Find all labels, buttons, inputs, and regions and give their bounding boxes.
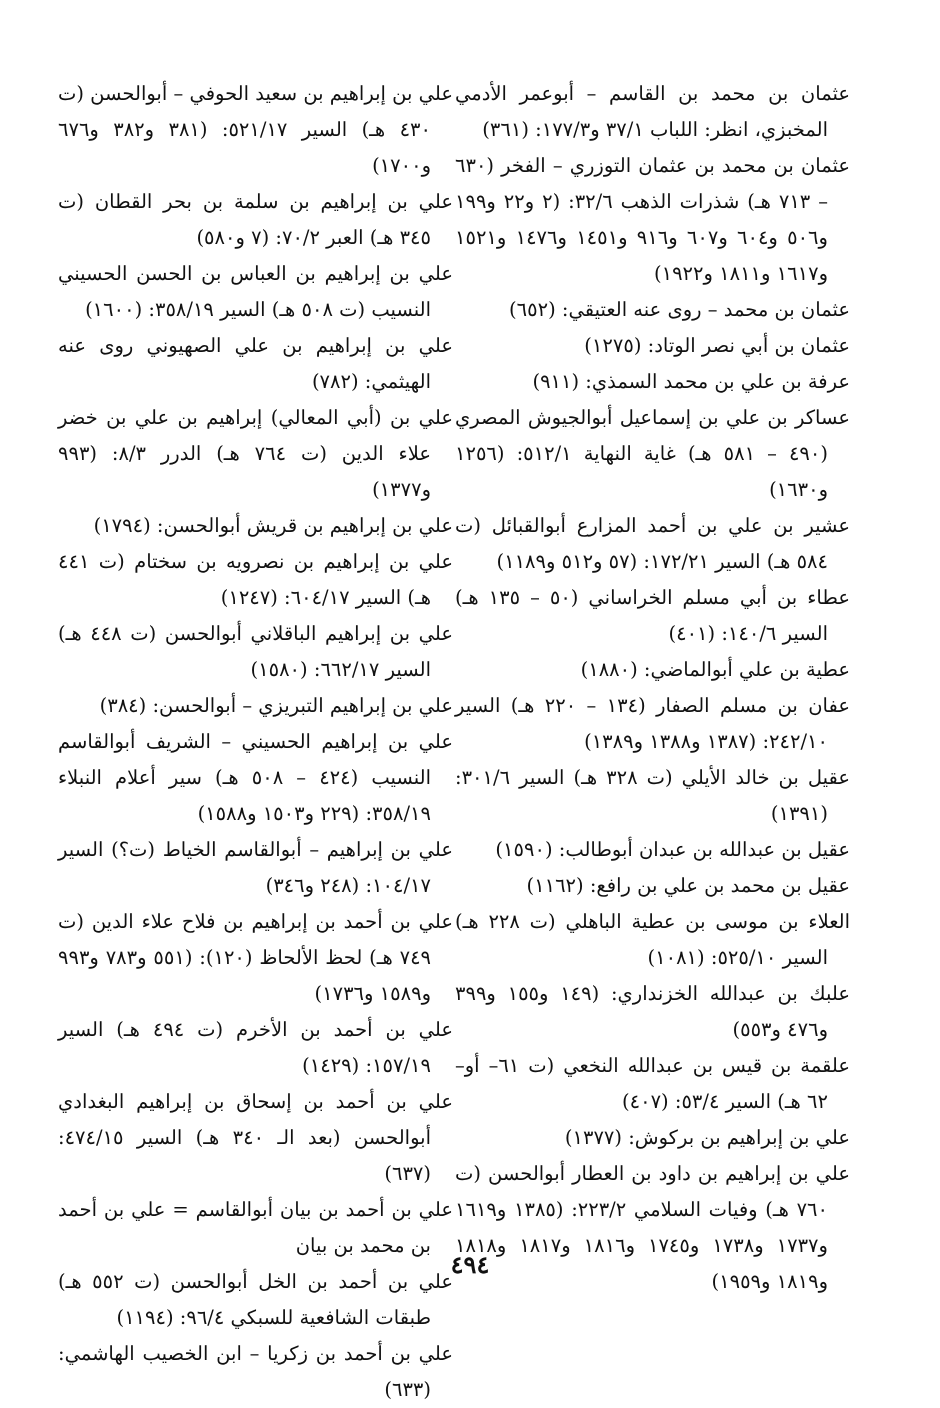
index-entry: عرفة بن علي بن محمد السمذي: (٩١١): [532, 370, 850, 393]
index-entry: عثمان بن أبي نصر الوتاد: (١٢٧٥): [584, 334, 850, 357]
index-entry: علبك بن عبدالله الخزنداري: (١٤٩ و١٥٥ و٣٩٩ و٤٧٦ و٥٥٣): [455, 982, 850, 1041]
index-entry: علي بن إبراهيم الباقلاني أبوالحسن (ت ٤٤٨ هـ) السير ٦٦٢/١٧: (١٥٨٠): [58, 622, 453, 681]
index-entry: علقمة بن قيس بن عبدالله النخعي (ت ٦١– أو– ٦٢ هـ) السير ٥٣/٤: (٤٠٧): [455, 1054, 850, 1113]
index-entry: العلاء بن موسى بن عطية الباهلي (ت ٢٢٨ هـ) السير ٥٢٥/١٠: (١٠٨١): [455, 910, 850, 969]
index-entry: عساكر بن علي بن إسماعيل أبوالجيوش المصري (٤٩٠ – ٥٨١ هـ) غاية النهاية ٥١٢/١: (١٢٥٦ و١٦٣٠): [455, 406, 850, 501]
index-entry: عثمان بن محمد بن القاسم – أبوعمر الأدمي المخبزي، انظر: اللباب ٣٧/١ و١٧٧/٣: (٣٦١): [455, 82, 850, 141]
index-entry: عطية بن علي أبوالماضي: (١٨٨٠): [580, 658, 850, 681]
index-entry: عفان بن مسلم الصفار (١٣٤ – ٢٢٠ هـ) السير ٢٤٢/١٠: (١٣٨٧ و١٣٨٨ و١٣٨٩): [455, 694, 850, 753]
index-entry: علي بن إبراهيم بن العباس بن الحسن الحسيني النسيب (ت ٥٠٨ هـ) السير ٣٥٨/١٩: (١٦٠٠): [58, 262, 453, 321]
page-number: ٤٩٤: [450, 1250, 490, 1279]
index-entry: علي بن إبراهيم بن سلمة بن بحر القطان (ت ٣٤٥ هـ) العبر ٧٠/٢: (٧ و٥٨٠): [58, 190, 453, 249]
index-entry: علي بن إبراهيم بن قريش أبوالحسن: (١٧٩٤): [93, 514, 453, 537]
index-entry: علي بن إبراهيم بن علي الصهيوني روى عنه الهيثمي: (٧٨٢): [58, 334, 453, 393]
index-entry: علي بن أحمد بن بيان أبوالقاسم = علي بن أحمد بن محمد بن بيان: [58, 1198, 453, 1257]
index-entry: علي بن إبراهيم بن سعيد الحوفي – أبوالحسن (ت ٤٣٠ هـ) السير ٥٢١/١٧: (٣٨١ و٣٨٢ و٦٧٦ و١٧٠٠): [58, 82, 453, 177]
index-entry: علي بن إبراهيم بن بركوش: (١٣٧٧): [564, 1126, 850, 1149]
index-entry: عقيل بن خالد الأيلي (ت ٣٢٨ هـ) السير ٣٠١/٦: (١٣٩١): [455, 766, 850, 825]
index-entry: علي بن إبراهيم التبريزي – أبوالحسن: (٣٨٤): [99, 694, 453, 717]
index-entry: عثمان بن محمد بن عثمان التوزري – الفخر (٦٣٠ – ٧١٣ هـ) شذرات الذهب ٣٢/٦: (٢ و٢٢ و١٩٩ و٥٠٦ و٦٠٤ و٦٠٧ و٩١٦ و١٤٥١ و١٤٧٦ و١٥٢١ و١٦١٧ و١٨١١ و١٩٢٢): [455, 154, 850, 285]
index-entry: علي بن إبراهيم الحسيني – الشريف أبوالقاسم النسيب (٤٢٤ – ٥٠٨ هـ) سير أعلام النبلاء ٣٥٨/١٩: (٢٢٩ و١٥٠٣ و١٥٨٨): [58, 730, 453, 825]
index-entry: علي بن أحمد بن الأخرم (ت ٤٩٤ هـ) السير ١٥٧/١٩: (١٤٢٩): [58, 1018, 454, 1077]
index-entry: عقيل بن عبدالله بن عبدان أبوطالب: (١٥٩٠): [495, 838, 850, 861]
index-entry: علي بن أحمد بن زكريا – ابن الخصيب الهاشمي: (٦٣٣): [58, 1342, 453, 1401]
index-entry: علي بن أحمد بن إسحاق بن إبراهيم البغدادي أبوالحسن (بعد الـ ٣٤٠ هـ) السير ٤٧٤/١٥: (٦٣٧): [58, 1090, 453, 1185]
index-entry: علي بن إبراهيم بن نصرويه بن سختام (ت ٤٤١ هـ) السير ٦٠٤/١٧: (١٢٤٧): [58, 550, 453, 609]
index-entry: عشير بن علي بن أحمد المزارع أبوالقبائل (ت ٥٨٤ هـ) السير ١٧٢/٢١: (٥٧ و٥١٢ و١١٨٩): [455, 514, 850, 573]
right-column: [455, 76, 850, 1300]
index-entry: عطاء بن أبي مسلم الخراساني (٥٠ – ١٣٥ هـ) السير ١٤٠/٦: (٤٠١): [455, 586, 850, 645]
index-entry: علي بن إبراهيم بن داود بن العطار أبوالحسن (ت ٧٦٠ هـ) وفيات السلامي ٢٢٣/٢: (١٣٨٥ و١٦١٩ و١٧٣٧ و١٧٣٨ و١٧٤٥ و١٨١٦ و١٨١٧ و١٨١٨ و١٨١٩ و١٩٥٩): [455, 1162, 850, 1293]
index-entry: عثمان بن محمد – روى عنه العتيقي: (٦٥٢): [509, 298, 850, 321]
index-entry: علي بن (أبي المعالي) إبراهيم بن علي بن خضر علاء الدين (ت ٧٦٤ هـ) الدرر ٨/٣: (٩٩٣ و١٣٧٧): [58, 406, 453, 501]
index-entry: علي بن أحمد بن الخل أبوالحسن (ت ٥٥٢ هـ) طبقات الشافعية للسبكي ٩٦/٤: (١١٩٤): [58, 1270, 453, 1329]
index-entry: علي بن إبراهيم – أبوالقاسم الخياط (ت؟) السير ١٠٤/١٧: (٢٤٨ و٣٤٦): [58, 838, 453, 897]
left-column: [58, 76, 453, 1408]
index-entry: علي بن أحمد بن إبراهيم بن فلاح علاء الدين (ت ٧٤٩ هـ) لحظ الألحاظ (١٢٠): (٥٥١ و٧٨٣ و٩٩٣ و١٥٨٩ و١٧٣٦): [58, 910, 453, 1005]
index-entry: عقيل بن محمد بن علي بن رافع: (١١٦٢): [526, 874, 850, 897]
